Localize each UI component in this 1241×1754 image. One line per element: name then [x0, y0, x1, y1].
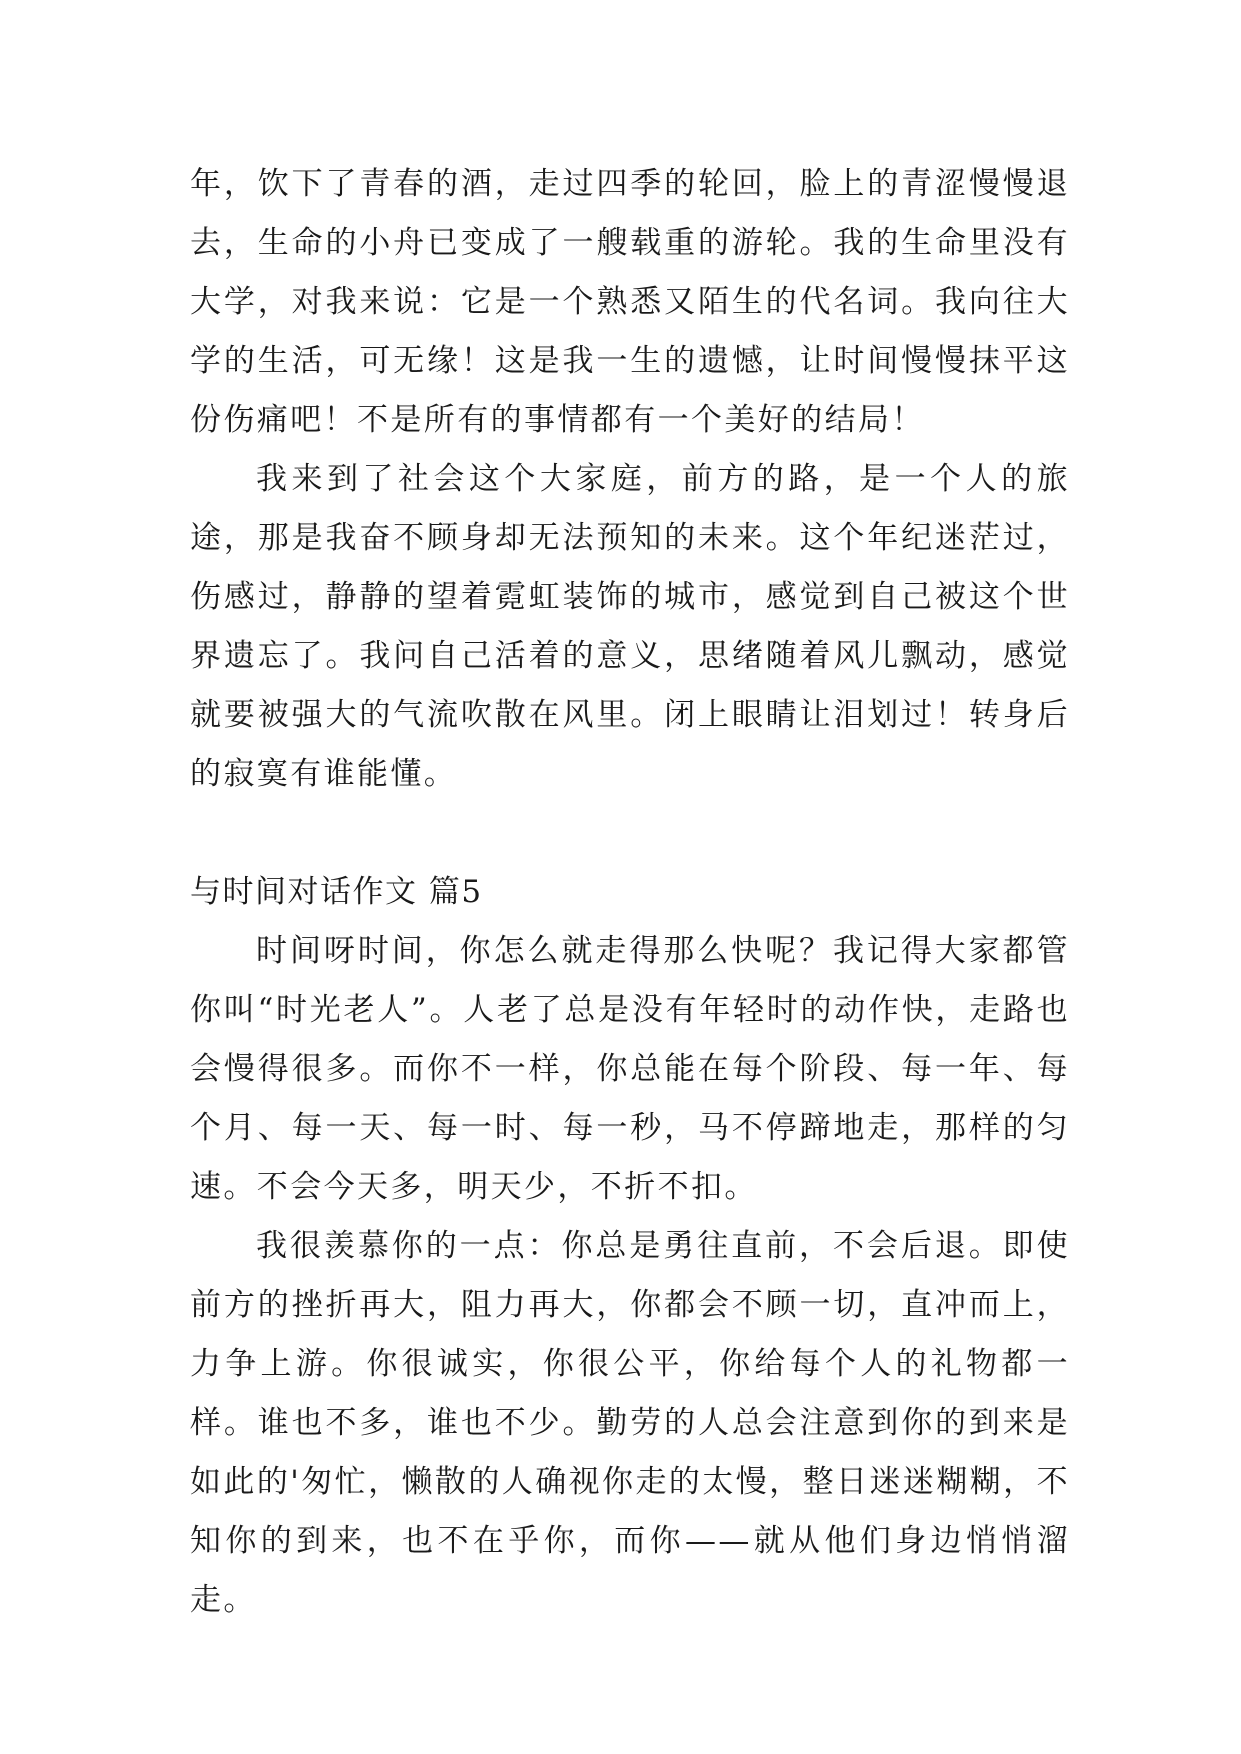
- paragraph-society: 我来到了社会这个大家庭，前方的路，是一个人的旅途，那是我奋不顾身却无法预知的未来。这个年纪迷茫过，伤感过，静静的望着霓虹装饰的城市，感觉到自己被这个世界遗忘了。我问自己活着的意义，思绪随着风儿飘动，感觉就要被强大的气流吹散在风里。闭上眼睛让泪划过！转身后的寂寞有谁能懂。: [190, 461, 1070, 792]
- paragraph-time-admire: 我很羡慕你的一点：你总是勇往直前，不会后退。即使前方的挫折再大，阻力再大，你都会不顾一切，直冲而上，力争上游。你很诚实，你很公平，你给每个人的礼物都一样。谁也不多，谁也不少。勤劳的人总会注意到你的到来是如此的'匆忙，懒散的人确视你走的太慢，整日迷迷糊糊，不知你的到来，也不在乎你，而你——就从他们身边悄悄溜走。: [190, 1228, 1070, 1618]
- paragraph-continued: 年，饮下了青春的酒，走过四季的轮回，脸上的青涩慢慢退去，生命的小舟已变成了一艘载重的游轮。我的生命里没有大学，对我来说：它是一个熟悉又陌生的代名词。我向往大学的生活，可无缘！这是我一生的遗憾，让时间慢慢抹平这份伤痛吧！不是所有的事情都有一个美好的结局！: [190, 166, 1070, 438]
- section-heading: 与时间对话作文 篇5: [190, 874, 483, 910]
- paragraph-time-speed: 时间呀时间，你怎么就走得那么快呢？我记得大家都管你叫“时光老人”。人老了总是没有年轻时的动作快，走路也会慢得很多。而你不一样，你总能在每个阶段、每一年、每个月、每一天、每一时、每一秒，马不停蹄地走，那样的匀速。不会今天多，明天少，不折不扣。: [190, 933, 1070, 1205]
- document-body: [190, 155, 1070, 1630]
